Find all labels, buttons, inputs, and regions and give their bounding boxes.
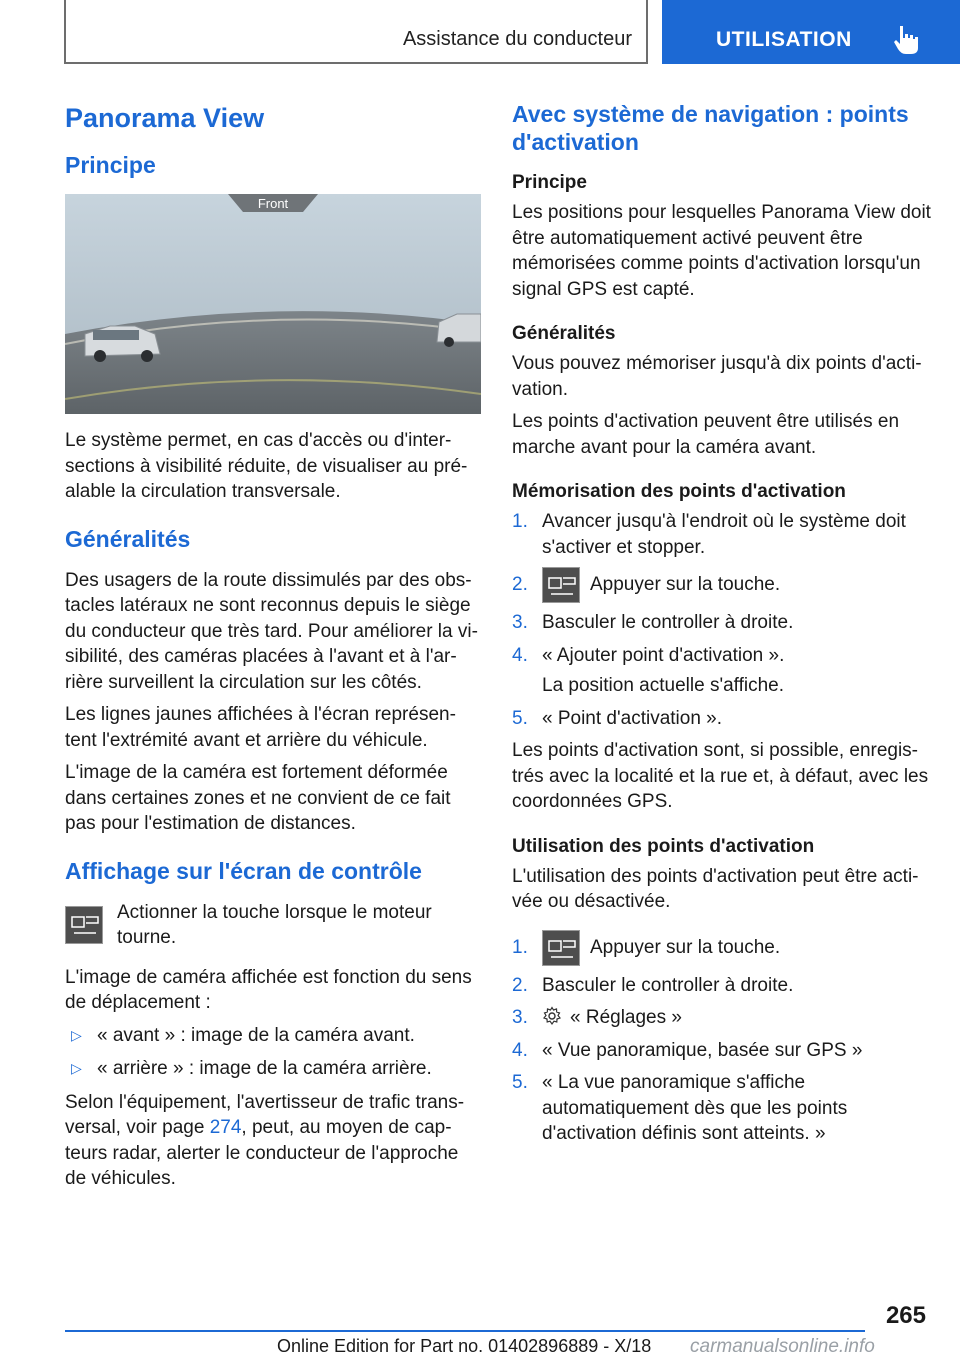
memorisation-steps-cont <box>512 706 932 732</box>
affichage-paragraph: L'image de caméra affichée est fonction du sens de déplacement : <box>65 966 472 1013</box>
generalites-paragraph-1: Des usagers de la route dissimulés par des obs-tacles latéraux ne sont reconnus depuis le siège du conducteur que très tard. Pour améliorer la vi-sibilité, des caméras placées à l'avant et à l'ar-rière surveillent la circulation sur les côtés. <box>65 569 478 693</box>
utilisation-steps <box>512 930 932 1147</box>
heading-activation-points: Avec système de navigation : points d'activation <box>512 101 909 155</box>
heading-principe: Principe <box>65 152 156 178</box>
pointing-hand-icon <box>892 24 922 56</box>
list-item: 2. Appuyer sur la touche. <box>512 567 932 603</box>
header-bar <box>64 0 648 64</box>
right-generalites-paragraph-2: Les points d'activation peuvent être utilisés en marche avant pour la caméra avant. <box>512 411 900 458</box>
header-section-title: Assistance du conducteur <box>402 28 632 50</box>
gear-icon <box>542 1006 562 1026</box>
right-column <box>512 100 932 1154</box>
affichage-key-row <box>65 900 481 951</box>
selon-paragraph: Selon l'équipement, l'avertisseur de trafic trans-versal, voir page 274, peut, au moyen de cap-teurs radar, alerter le conducteur de l'approche de véhicules. <box>65 1091 465 1189</box>
list-item: 4. « Ajouter point d'activation ». <box>512 644 785 666</box>
list-item: 3. « Réglages » <box>512 1007 682 1028</box>
memorisation-after-paragraph: Les points d'activation sont, si possible, enregis-trés avec la localité et la rue et, à défaut, avec les coordonnées GPS. <box>512 740 929 812</box>
left-column <box>65 100 481 1199</box>
heading-principe-right: Principe <box>512 172 587 193</box>
bullet-item: ▷ « avant » : image de la caméra avant. <box>65 1023 481 1049</box>
header-tab-label: UTILISATION <box>716 28 852 51</box>
generalites-paragraph-3: L'image de la caméra est fortement déformée dans certaines zones et ne convient de ce fait pas pour l'estimation de distances. <box>65 762 451 834</box>
list-item: 5. « Point d'activation ». <box>512 707 723 729</box>
heading-memorisation: Mémorisation des points d'activation <box>512 481 846 502</box>
panorama-view-button-icon <box>542 567 580 603</box>
right-generalites-paragraph-1: Vous pouvez mémoriser jusqu'à dix points d'acti-vation. <box>512 353 922 400</box>
utilisation-paragraph: L'utilisation des points d'activation peut être acti-vée ou désactivée. <box>512 865 919 912</box>
memorisation-steps <box>512 509 932 668</box>
generalites-paragraph-2: Les lignes jaunes affichées à l'écran représen-tent l'extrémité avant et arrière du véhicule. <box>65 704 456 751</box>
triangle-bullet-icon: ▷ <box>71 1026 82 1043</box>
footer-edition-text: Online Edition for Part no. 01402896889 - X/18 <box>277 1336 652 1356</box>
intro-text: Le système permet, en cas d'accès ou d'inter-sections à visibilité réduite, de visualiser au pré-alable la circulation transversale. <box>65 430 468 502</box>
affichage-key-text: Actionner la touche lorsque le moteur tourne. <box>117 901 432 948</box>
footer-divider <box>65 1330 865 1332</box>
principe-paragraph: Les positions pour lesquelles Panorama View doit être automatiquement activé peuvent être mémorisées comme points d'activation lorsqu'un signal GPS est capté. <box>512 202 931 300</box>
camera-view-illustration <box>65 194 481 414</box>
heading-generalites-right: Généralités <box>512 323 616 344</box>
list-item: 1. Appuyer sur la touche. <box>512 930 932 966</box>
header-tab-utilisation[interactable] <box>662 0 960 64</box>
step-sub-text: La position actuelle s'affiche. <box>542 675 784 696</box>
list-item: 1. Avancer jusqu'à l'endroit où le système doit s'activer et stopper. <box>512 511 906 558</box>
heading-generalites: Généralités <box>65 525 191 552</box>
watermark-text: carmanualsonline.info <box>690 1336 875 1357</box>
bullet-item: ▷ « arrière » : image de la caméra arrière. <box>65 1056 481 1082</box>
camera-image <box>65 194 481 414</box>
front-label: Front <box>257 196 289 211</box>
list-item: 4. « Vue panoramique, basée sur GPS » <box>512 1039 863 1061</box>
triangle-bullet-icon: ▷ <box>71 1060 82 1076</box>
list-item: 2. Basculer le controller à droite. <box>512 974 794 996</box>
heading-affichage: Affichage sur l'écran de contrôle <box>65 857 422 884</box>
page-number: 265 <box>885 1302 926 1329</box>
heading-utilisation: Utilisation des points d'activation <box>512 835 815 857</box>
panorama-view-button-icon <box>65 906 103 944</box>
list-item: 3. Basculer le controller à droite. <box>512 612 794 633</box>
list-item: 5. « La vue panoramique s'affiche automatiquement dès que les points d'activation définis sont atteints. » <box>512 1072 848 1144</box>
panorama-view-button-icon <box>542 930 580 966</box>
page-title: Panorama View <box>65 103 265 133</box>
page-link-274[interactable]: 274 <box>209 1117 242 1138</box>
